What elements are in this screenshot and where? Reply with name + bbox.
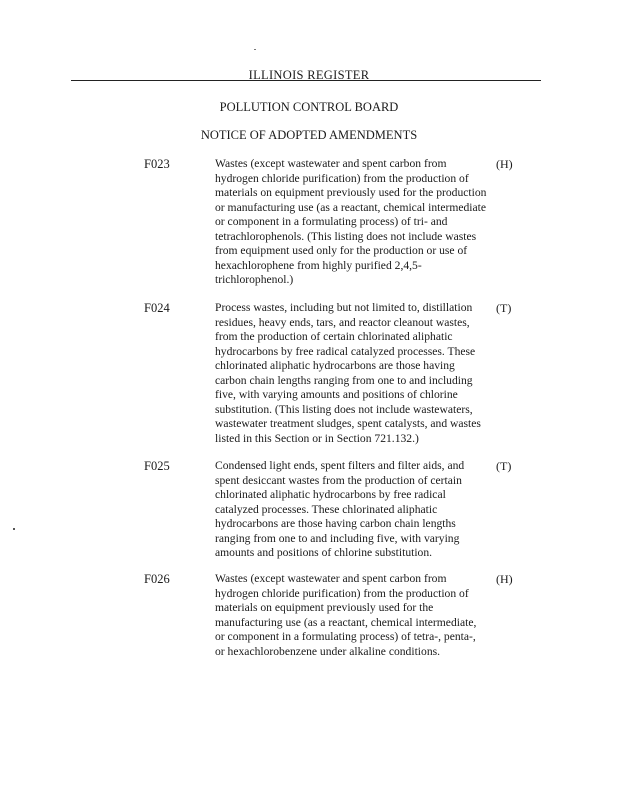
hazard-code: (T): [496, 301, 512, 315]
hazard-code: (H): [496, 157, 513, 171]
waste-description: Wastes (except wastewater and spent carbon from hydrogen chloride purification) from the production of materials on equipment previously used for the production or manufacturing use (as a reactant, chemical intermediate or component in a formulating process) of tri- and tetrachlorophenols. (This listing does not include wastes from equipment used only for the production or use of hexachlorophene from highly purified 2,4,5-trichlorophenol.): [215, 157, 487, 287]
waste-code: F026: [144, 572, 170, 586]
waste-code: F023: [144, 157, 170, 171]
scan-speck: [254, 49, 256, 50]
waste-description: Process wastes, including but not limited to, distillation residues, heavy ends, tars, and reactor cleanout wastes, from the production of certain chlorinated aliphatic hydrocarbons by free radical catalyzed processes. These chlorinated aliphatic hydrocarbons are those having carbon chain lengths ranging from one to and including five, with varying amounts and positions of chlorine substitution. (This listing does not include wastewaters, wastewater treatment sludges, spent catalysts, and wastes listed in this Section or in Section 721.132.): [215, 301, 481, 445]
scan-speck: [13, 528, 15, 530]
agency-name: POLLUTION CONTROL BOARD: [219, 100, 399, 114]
notice-title: NOTICE OF ADOPTED AMENDMENTS: [200, 128, 418, 142]
header-rule: [71, 80, 541, 81]
hazard-code: (H): [496, 572, 513, 586]
waste-code: F024: [144, 301, 170, 315]
waste-description: Condensed light ends, spent filters and filter aids, and spent desiccant wastes from the production of certain chlorinated aliphatic hydrocarbons by free radical catalyzed processes. These chlorinated aliphatic hydrocarbons are those having carbon chain lengths ranging from one to and including five, with varying amounts and positions of chlorine substitution.: [215, 459, 465, 560]
register-title: ILLINOIS REGISTER: [248, 68, 370, 82]
hazard-code: (T): [496, 459, 512, 473]
waste-description: Wastes (except wastewater and spent carbon from hydrogen chloride purification) from the production of materials on equipment previously used for the manufacturing use (as a reactant, chemical intermediate, or component in a formulating process) of tetra-, penta-, or hexachlorobenzene under alkaline conditions.: [215, 572, 477, 658]
waste-code: F025: [144, 459, 170, 473]
